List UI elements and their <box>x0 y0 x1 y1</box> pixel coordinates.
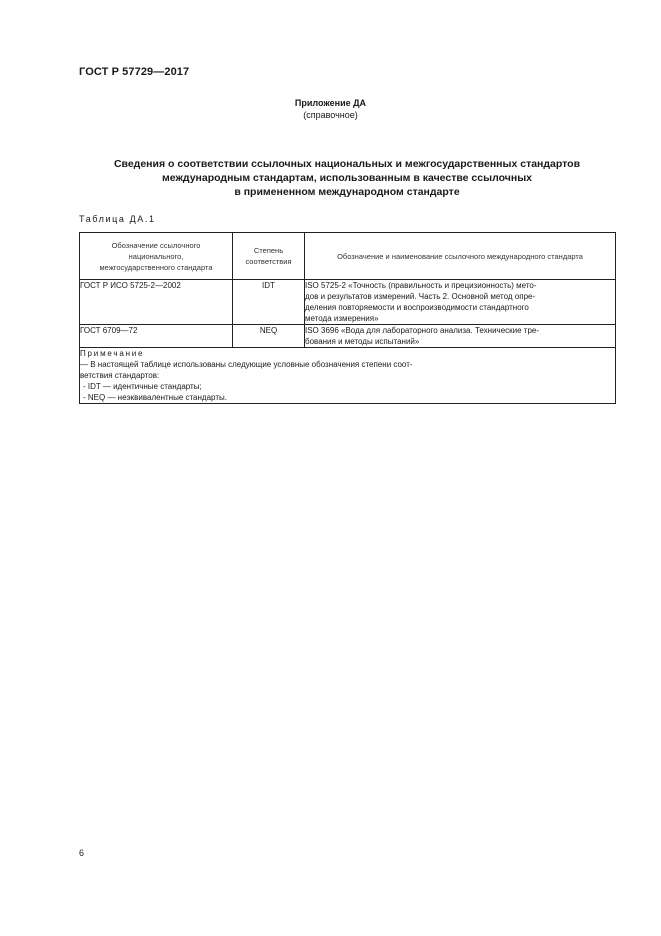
cell-description: ISO 3696 «Вода для лабораторного анализа. Технические тре- бования и методы испытаний» <box>305 325 616 348</box>
section-title-line-3: в примененном международном стандарте <box>234 186 460 198</box>
cell-degree: NEQ <box>233 325 305 348</box>
note-item-neq: - NEQ — неэквивалентные стандарты. <box>83 393 227 402</box>
correspondence-table <box>79 232 616 404</box>
section-title <box>70 157 624 199</box>
note-label: Примечание <box>80 349 145 358</box>
table-caption: Таблица ДА.1 <box>79 214 156 224</box>
appendix-subtitle: (справочное) <box>303 110 358 120</box>
table-note <box>80 348 616 404</box>
table-note-row <box>80 348 616 404</box>
cell-description: ISO 5725-2 «Точность (правильность и прецизионность) мето- дов и результатов измерений. Часть 2. Основной метод опре- деления повторяемости и воспроизводимости стандартного метода измерения» <box>305 280 616 325</box>
header-international-standard: Обозначение и наименование ссылочного международного стандарта <box>305 233 616 280</box>
note-item-idt: - IDT — идентичные стандарты; <box>83 382 202 391</box>
cell-standard: ГОСТ 6709—72 <box>80 325 233 348</box>
document-code: ГОСТ Р 57729—2017 <box>79 66 190 78</box>
header-national-standard: Обозначение ссылочного национального, межгосударственного стандарта <box>80 233 233 280</box>
section-title-line-2: международным стандартам, использованным в качестве ссылочных <box>161 172 532 184</box>
appendix-title: Приложение ДА <box>294 98 367 108</box>
appendix-heading <box>0 97 661 121</box>
page-number: 6 <box>79 848 85 858</box>
note-second-line: ветствия стандартов: <box>80 371 160 380</box>
table-header-row <box>80 233 616 280</box>
section-title-line-1: Сведения о соответствии ссылочных национальных и межгосударственных стандартов <box>113 158 581 170</box>
header-degree: Степень соответствия <box>233 233 305 280</box>
table-row <box>80 280 616 325</box>
note-first-line: Примечание — В настоящей таблице использованы следующие условные обозначения степени соот- <box>80 348 615 370</box>
cell-standard: ГОСТ Р ИСО 5725-2—2002 <box>80 280 233 325</box>
cell-degree: IDT <box>233 280 305 325</box>
table-row <box>80 325 616 348</box>
